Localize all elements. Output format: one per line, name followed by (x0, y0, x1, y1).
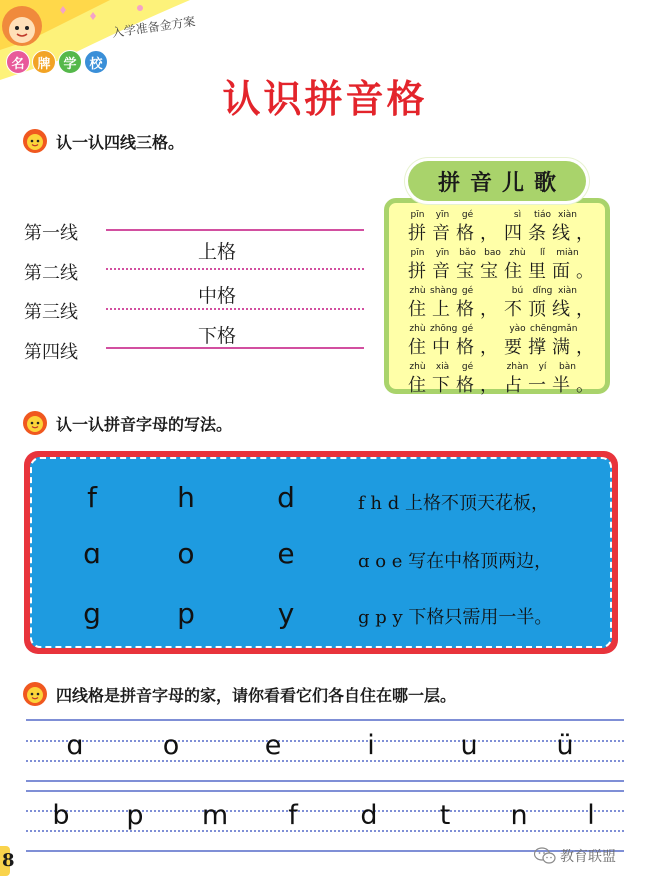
section-heading-four-lines (22, 128, 184, 154)
exercise-line (26, 719, 624, 721)
third-line (106, 308, 364, 310)
sun-bullet-icon (22, 410, 48, 436)
exercise-letter: b (52, 800, 70, 831)
rhyme-hanzi: 拼 音 格 ， 四 条 线 ， (408, 223, 594, 244)
section-heading-letter-homes (22, 681, 456, 707)
exercise-letter: o (162, 730, 180, 761)
brand-char: 学 (58, 50, 82, 74)
exercise-line (26, 740, 624, 742)
rhyme-line (405, 285, 597, 323)
exercise-line (26, 780, 624, 782)
chat-bubble-icon (534, 847, 556, 865)
page-number: 8 (2, 850, 15, 871)
watermark (534, 846, 616, 866)
sun-bullet-icon (22, 681, 48, 707)
rhyme-pinyin: pīn yīn gé sì tiáo xiàn (410, 210, 578, 220)
exercise-letter: p (126, 800, 144, 831)
box-letter: d (277, 481, 295, 514)
exercise-letter: l (587, 800, 595, 831)
rhyme-hanzi: 住 下 格 ， 占 一 半 。 (408, 375, 594, 396)
zone-middle: 中格 (198, 285, 237, 307)
sun-bullet-icon (22, 128, 48, 154)
rhyme-title: 拼音儿歌 (437, 170, 566, 196)
zone-upper: 上格 (198, 241, 237, 263)
box-letter: e (277, 537, 295, 570)
section-heading-text: 认一认拼音字母的写法。 (56, 414, 233, 434)
rhyme-hanzi: 拼 音 宝 宝 住 里 面 。 (408, 261, 594, 282)
section-heading-text: 四线格是拼音字母的家，请你看看它们各自住在哪一层。 (56, 685, 457, 705)
exercise-letter: n (510, 800, 528, 831)
box-letter: h (177, 481, 195, 514)
box-letter: g (83, 597, 101, 630)
box-letter: ɑ (83, 537, 101, 570)
box-letter: o (177, 537, 195, 570)
exercise-letter: ɑ (66, 730, 84, 761)
rule-text: ɑ o e 写在中格顶两边， (358, 551, 553, 572)
rhyme-box (384, 198, 610, 394)
rhyme-hanzi: 住 中 格 ， 要 撑 满 ， (408, 337, 594, 358)
rhyme-pinyin: zhù shàng gé bú dǐng xiàn (409, 286, 578, 296)
exercise-letter: u (460, 730, 478, 761)
exercise-line (26, 790, 624, 792)
page-title: 认识拼音格 (222, 77, 428, 121)
exercise-letter: f (288, 800, 298, 831)
brand-char: 校 (84, 50, 108, 74)
rhyme-pinyin: zhù zhōng gé yào chēng mǎn (409, 324, 578, 334)
brand-char: 牌 (32, 50, 56, 74)
exercise-letter: i (367, 730, 375, 761)
rhyme-pinyin: pīn yīn bǎo bao zhù lǐ miàn (410, 248, 579, 258)
rhyme-line (405, 209, 597, 247)
line-label-first: 第一线 (24, 223, 78, 244)
series-subtitle: 入学准备金方案 (111, 14, 197, 40)
brand-char: 名 (6, 50, 30, 74)
second-line (106, 268, 364, 270)
exercise-line (26, 760, 624, 762)
rhyme-hanzi: 住 上 格 ， 不 顶 线 ， (408, 299, 594, 320)
box-letter: f (87, 481, 97, 514)
box-letter: y (277, 597, 295, 630)
rule-text: g p y 下格只需用一半。 (358, 607, 553, 628)
line-label-third: 第三线 (24, 302, 78, 323)
rhyme-header (408, 161, 586, 201)
exercise-letter: d (360, 800, 378, 831)
watermark-text: 教育联盟 (560, 849, 616, 865)
exercise-letter: m (201, 800, 229, 831)
exercise-letter: t (439, 800, 451, 831)
line-label-fourth: 第四线 (24, 342, 78, 363)
first-line (106, 229, 364, 231)
letter-writing-box (24, 451, 618, 654)
exercise-letter: ü (556, 730, 574, 761)
rhyme-pinyin: zhù xià gé zhàn yí bàn (409, 362, 576, 372)
line-label-second: 第二线 (24, 263, 78, 284)
exercise-letter: e (264, 730, 282, 761)
rhyme-line (405, 361, 597, 399)
box-letter: p (177, 597, 195, 630)
section-heading-letter-writing (22, 410, 232, 436)
letter-writing-panel (30, 457, 612, 648)
rhyme-line (405, 247, 597, 285)
rhyme-line (405, 323, 597, 361)
section-heading-text: 认一认四线三格。 (56, 132, 185, 152)
rule-text: f h d 上格不顶天花板， (358, 493, 549, 514)
zone-lower: 下格 (198, 325, 237, 347)
